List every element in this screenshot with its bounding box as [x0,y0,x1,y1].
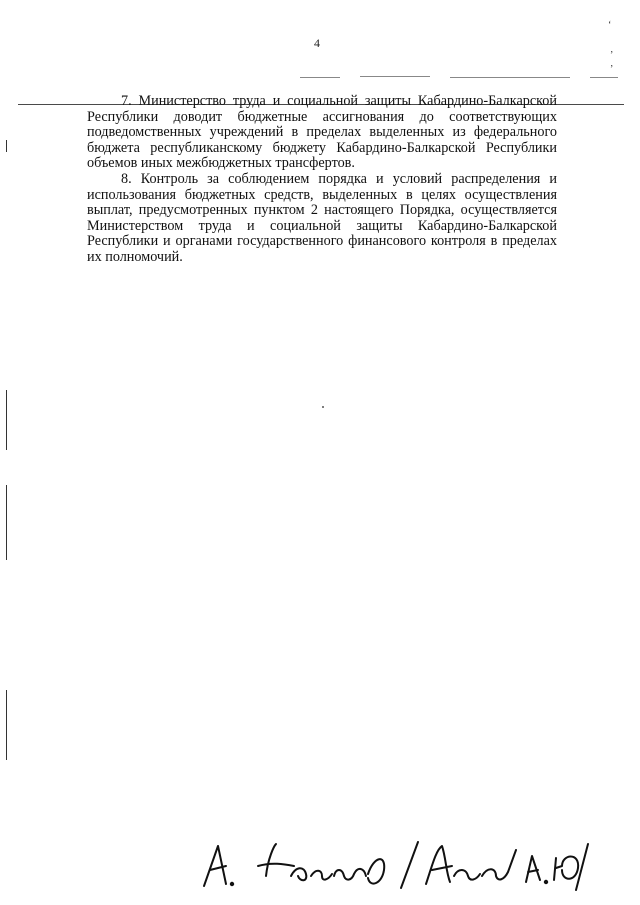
document-body [87,94,557,266]
scan-dash [590,77,618,78]
scan-mark [6,390,7,450]
scan-mark [6,690,7,760]
scan-dash [360,76,430,77]
page-number: 4 [314,36,320,50]
scan-dot [322,406,324,408]
scan-mark: ʼ [610,64,614,75]
signature [196,836,596,901]
scan-mark [6,140,7,152]
scan-mark: ʼ [610,50,614,61]
scan-mark: ‘ [608,20,612,31]
paragraph-7: 7. Министерство труда и социальной защиты Кабардино-Балкарской Республики доводит бюджетные ассигнования до соответствующих подведомственных учреждений в пределах выделенных из федерального бюджета республиканскому бюджету Кабардино-Балкарской Республики объемов иных межбюджетных трансфертов. [87,93,557,172]
scan-mark [6,485,7,560]
scan-dash [300,77,340,78]
paragraph-8: 8. Контроль за соблюдением порядка и условий распределения и использования бюджетных средств, выделенных в целях осуществления выплат, предусмотренных пунктом 2 настоящего Порядка, осуществляется Министерством труда и социальной защиты Кабардино-Балкарской Республики и органами государственного финансового контроля в пределах их полномочий. [87,170,557,265]
signature-ink [196,836,596,896]
scan-dash [450,77,570,78]
